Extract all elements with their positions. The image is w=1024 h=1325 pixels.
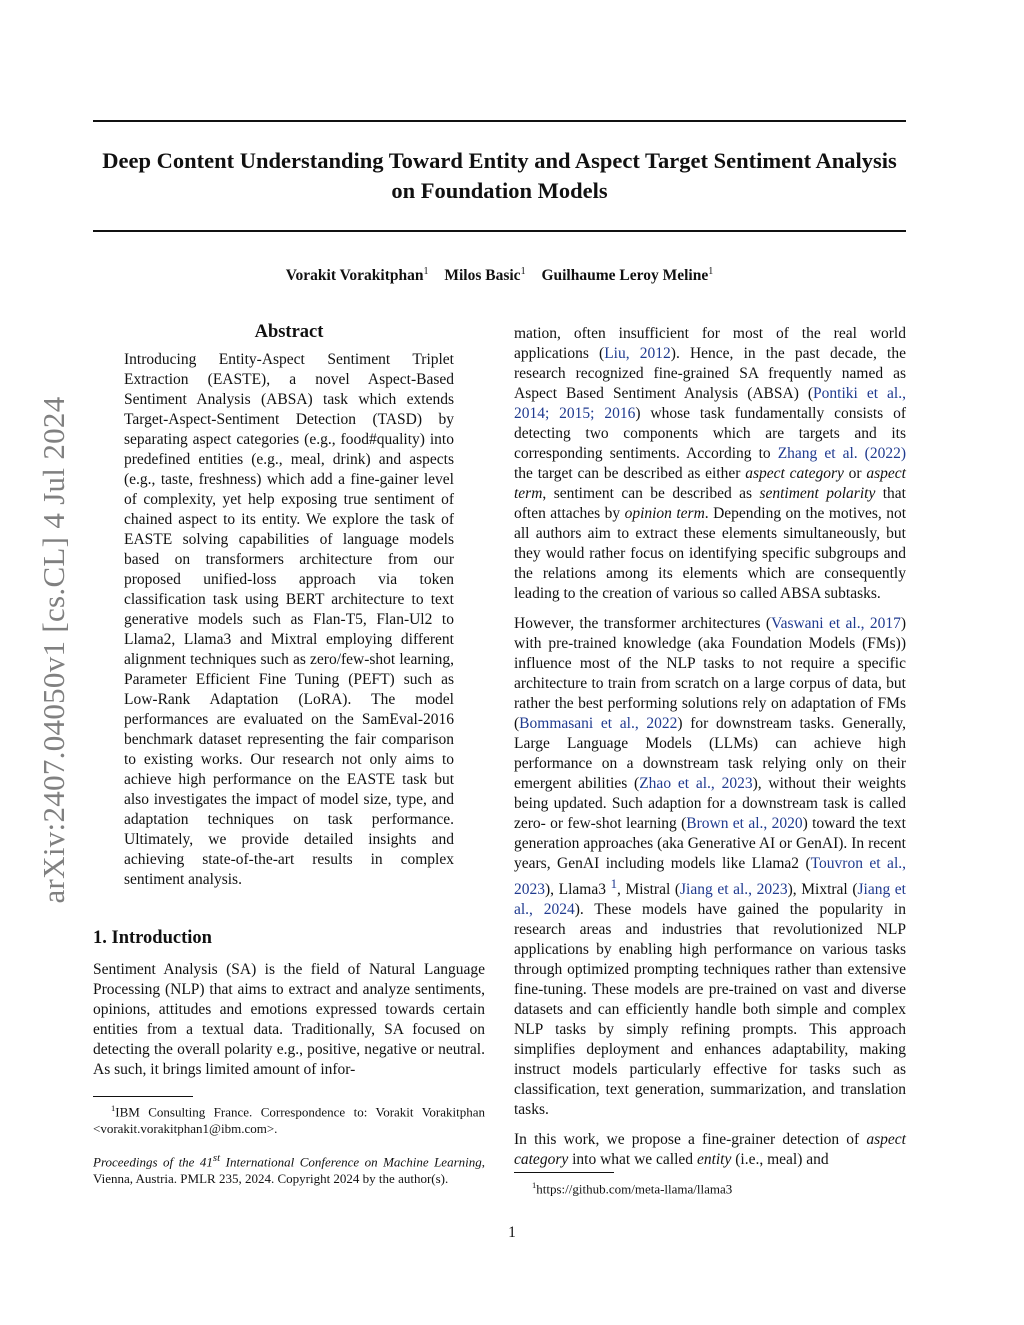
citation-link[interactable]: Jiang et al., 2023: [680, 881, 788, 899]
citation-link[interactable]: Bommasani et al., 2022: [519, 715, 678, 732]
proceedings-venue: International Conference on Machine Learning: [220, 1154, 482, 1170]
italic-term: opinion term: [624, 505, 705, 522]
text-span: or: [843, 465, 867, 482]
arxiv-stamp: arXiv:2407.04050v1 [cs.CL] 4 Jul 2024: [36, 396, 71, 904]
footnote-url-link[interactable]: https://github.com/meta-llama/llama3: [536, 1181, 733, 1197]
author-name: Milos Basic: [444, 267, 521, 285]
italic-term: aspect category: [745, 465, 844, 482]
author-affiliation: 1: [520, 266, 526, 277]
text-span: mation, often insufficient for most of the real world applications (: [514, 325, 906, 362]
text-span: ) for downstream tasks. Generally, Large Language Models (LLMs) can achieve high performance on a downstream task relying only on their emergent abilities (: [514, 715, 906, 792]
proceedings-ordinal: st: [212, 1152, 221, 1164]
text-span: . Depending on the motives, not all authors aim to extract these elements simultaneously, but they would rather focus on identifying specific subgroups and the relations among its elements which are consequently leading to the creation of various so called ABSA subtasks.: [514, 505, 907, 602]
text-span: However, the transformer architectures (: [514, 615, 772, 632]
footnote-mark: 1: [111, 1103, 116, 1113]
proceedings-venue-prefix: Proceedings of the: [93, 1154, 200, 1170]
text-span: In this work, we propose a fine-grainer detection of: [514, 1131, 867, 1149]
intro-paragraph-1-continued: [514, 324, 906, 604]
proceedings-details: , Vienna, Austria. PMLR 235, 2024. Copyright 2024 by the author(s).: [93, 1154, 485, 1187]
citation-link[interactable]: Vaswani et al., 2017: [771, 615, 901, 632]
citation-link[interactable]: Pontiki et al., 2014; 2015; 2016: [514, 385, 906, 422]
citation-link[interactable]: Liu, 2012: [604, 345, 671, 362]
intro-paragraph-3: [514, 1130, 906, 1170]
footnote-mark: 1: [532, 1180, 537, 1190]
text-span: ), without their weights being updated. Such adaption for a downstream task is called zero- or few-shot learning (: [514, 775, 906, 832]
left-column: [93, 322, 485, 1080]
italic-term: entity: [696, 1151, 732, 1169]
citation-link[interactable]: Jiang et al., 2024: [514, 881, 906, 919]
footnote-text: IBM Consulting France. Correspondence to: Vorakit Vorakitphan <vorakit.vorakitphan1@ibm.com>.: [93, 1104, 485, 1137]
author-affiliation: 1: [423, 266, 429, 277]
citation-link[interactable]: Brown et al., 2020: [686, 815, 803, 832]
text-span: ) whose task fundamentally consists of detecting two components which are targets and its corresponding sentiments. According to: [514, 405, 906, 462]
intro-heading: 1. Introduction: [93, 928, 212, 948]
text-span: , sentiment can be described as: [542, 485, 760, 502]
italic-term: aspect category: [514, 1131, 906, 1169]
text-span: ). These models have gained the popularity in research areas and industries that revolutionized NLP applications by enabling high performance on various tasks through optimized prompting techniques rather than extensive fine-tuning. These models are pre-trained on vast and diverse datasets and can efficiently handle both simple and complex NLP tasks by simply refining prompts. This approach simplifies deployment and enhances adaptability, making instruct models particularly effective for tasks such as classification, text generation, summarization, and translation tasks.: [514, 901, 906, 1119]
abstract-text: Introducing Entity-Aspect Sentiment Triplet Extraction (EASTE), a novel Aspect-Based Sentiment Analysis (ABSA) task which extends Target-Aspect-Sentiment Detection (TASD) by separating aspect categories (e.g., food#quality) into predefined entities (e.g., meal, drink) and aspects (e.g., taste, freshness) which add a fine-gainer level of complexity, yet help exposing true sentiment of chained aspect to its entity. We explore the task of EASTE solving capabilities of language models based on transformers architecture from our proposed unified-loss approach via token classification task using BERT architecture to text generative models such as Flan-T5, Flan-Ul2 to Llama2, Llama3 and Mixtral employing different alignment techniques such as zero/few-shot learning, Parameter Efficient Fine Tuning (PEFT) such as Low-Rank Adaptation (LoRA). The model performances are evaluated on the SamEval-2016 benchmark dataset representing the fair comparison to existing works. Our research not only aims to achieve high performance on the EASTE task but also investigates the impact of model size, type, and adaptation techniques on task performance. Ultimately, we provide detailed insights and achieving state-of-the-art results in complex sentiment analysis.: [124, 351, 454, 888]
italic-term: aspect term: [514, 465, 906, 502]
title-bottom-rule: [93, 230, 906, 232]
author-name: Vorakit Vorakitphan: [285, 267, 424, 285]
citation-link[interactable]: Zhao et al., 2023: [639, 775, 753, 792]
text-span: the target can be described as either: [514, 465, 746, 482]
page-number: 1: [508, 1224, 516, 1241]
citation-link[interactable]: Zhang et al. (2022): [777, 445, 907, 462]
author-3: [541, 267, 713, 284]
text-span: ) with pre-trained knowledge (aka Foundation Models (FMs)) influence most of the NLP tasks to not require a specific architecture to train from scratch on a large corpus of data, but rather the best performing solutions rely on adaptation of FMs (: [514, 615, 906, 732]
text-span: ). Hence, in the past decade, the research recognized fine-grained SA frequently named as Aspect Based Sentiment Analysis (ABSA) (: [514, 345, 906, 402]
intro-paragraph-1: Sentiment Analysis (SA) is the field of Natural Language Processing (NLP) that aims to extract and analyze sentiments, opinions, attitudes and emotions expressed towards certain entities from a textual data. Traditionally, SA focused on detecting the overall polarity e.g., positive, negative or neutral. As such, it brings limited amount of infor-: [93, 961, 485, 1078]
text-span: into what we called: [568, 1151, 697, 1169]
title-top-rule: [93, 120, 906, 122]
footnote-rule-left: [93, 1096, 193, 1097]
footnote-ref-link[interactable]: 1: [610, 876, 618, 891]
proceedings-note: [93, 1150, 485, 1187]
author-list: [93, 266, 906, 285]
author-name: Guilhaume Leroy Meline: [541, 267, 709, 285]
text-span: ) toward the text generation approaches (aka Generative AI or GenAI). In recent years, GenAI including models like Llama2 (: [514, 815, 906, 872]
citation-link[interactable]: Touvron et al., 2023: [514, 855, 906, 899]
text-span: ), Mixtral (: [787, 881, 858, 899]
text-span: ), Llama3: [545, 881, 611, 899]
right-column: [514, 324, 906, 1170]
author-2: [444, 267, 525, 284]
proceedings-edition: 41: [199, 1154, 213, 1170]
italic-term: sentiment polarity: [759, 485, 876, 502]
text-span: that often attaches by: [514, 485, 906, 522]
author-affiliation: 1: [708, 266, 714, 277]
abstract-heading: Abstract: [254, 322, 324, 342]
text-span: , Mistral (: [617, 881, 681, 899]
text-span: (i.e., meal) and: [731, 1151, 829, 1169]
author-1: [286, 267, 429, 284]
intro-paragraph-2: [514, 614, 906, 1120]
footnote-llama3: [514, 1177, 906, 1197]
paper-title: Deep Content Understanding Toward Entity and Aspect Target Sentiment Analysis on Foundation Models: [102, 148, 897, 203]
footnote-affiliation: [93, 1100, 485, 1137]
footnote-rule-right: [514, 1172, 614, 1173]
